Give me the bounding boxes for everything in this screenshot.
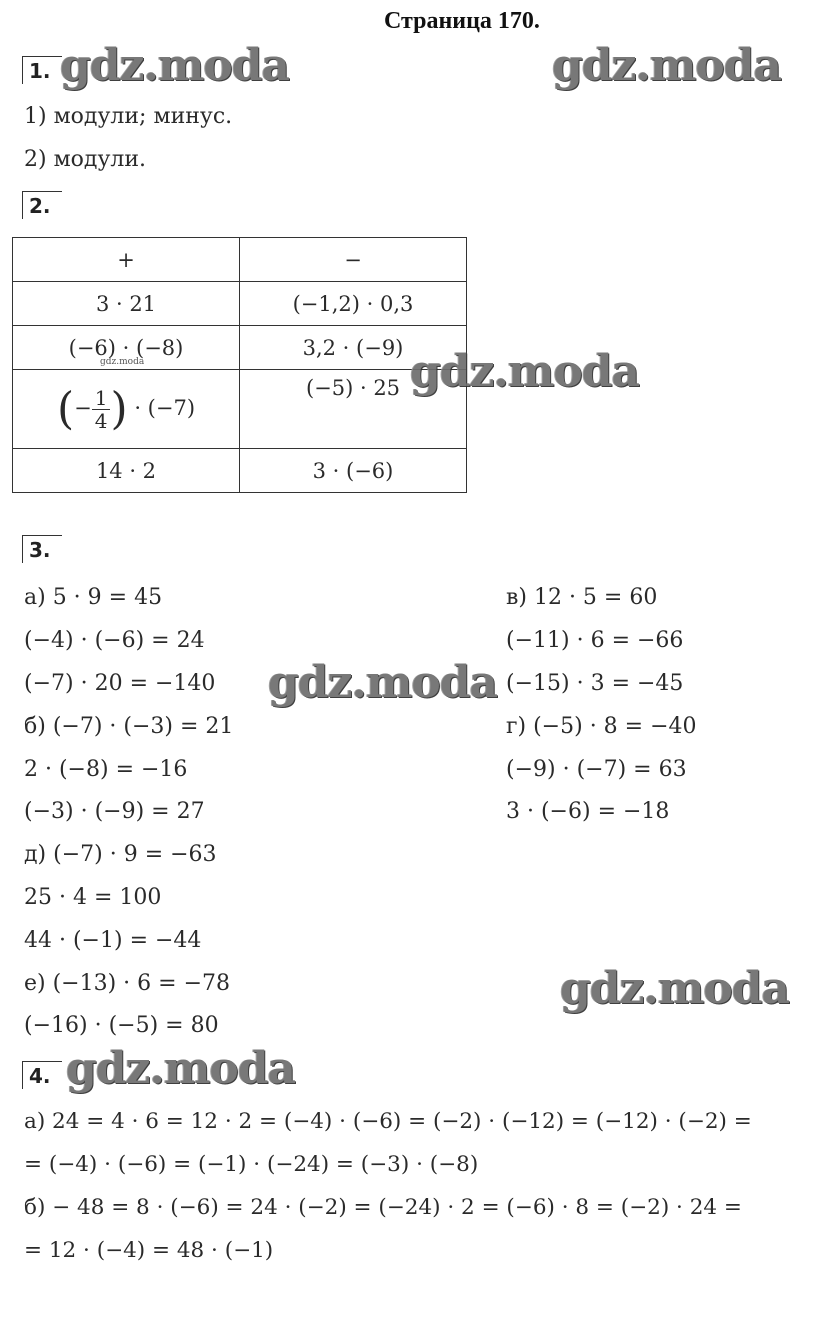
- watermark-logo: gdz.moda: [66, 1043, 296, 1094]
- equation-line: д) (−7) · 9 = −63: [24, 842, 217, 867]
- table-cell: (−1,2) · 0,3: [240, 282, 467, 326]
- table-row: [13, 370, 467, 449]
- table-cell: 3 · (−6): [240, 449, 467, 493]
- table-cell: 3,2 · (−9): [240, 326, 467, 370]
- page-title: Страница 170.: [384, 8, 540, 34]
- watermark-small: gdz.moda: [100, 357, 145, 367]
- section-1-line: 2) модули.: [24, 147, 147, 172]
- table-header-minus: −: [240, 238, 467, 282]
- watermark-logo: gdz.moda: [268, 657, 498, 708]
- equation-line: (−7) · 20 = −140: [24, 671, 216, 696]
- equation-line: е) (−13) · 6 = −78: [24, 971, 231, 996]
- section-2-marker: 2.: [22, 191, 62, 219]
- section-1-line: 1) модули; минус.: [24, 104, 233, 129]
- equation-line: а) 5 · 9 = 45: [24, 585, 163, 610]
- table-cell: 14 · 2: [13, 449, 240, 493]
- table-cell: (−5) · 25: [240, 370, 467, 449]
- minus-sign: −: [74, 395, 92, 420]
- watermark-logo: gdz.moda: [410, 346, 640, 397]
- table-cell: (−6) · (−8): [13, 326, 240, 370]
- sign-table: [12, 237, 467, 493]
- table-header-row: [13, 238, 467, 282]
- equation-line: 44 · (−1) = −44: [24, 928, 202, 953]
- equation-line: (−16) · (−5) = 80: [24, 1013, 219, 1038]
- equation-line: (−3) · (−9) = 27: [24, 799, 205, 824]
- table-cell-fraction: [13, 370, 240, 449]
- table-row: [13, 282, 467, 326]
- equation-line: (−15) · 3 = −45: [506, 671, 684, 696]
- table-cell: 3 · 21: [13, 282, 240, 326]
- equation-line: 2 · (−8) = −16: [24, 757, 188, 782]
- equation-line: = (−4) · (−6) = (−1) · (−24) = (−3) · (−8): [24, 1152, 479, 1177]
- table-row: [13, 449, 467, 493]
- equation-line: (−4) · (−6) = 24: [24, 628, 205, 653]
- watermark-logo: gdz.moda: [60, 40, 290, 91]
- open-paren: (: [56, 383, 75, 434]
- table-row: [13, 326, 467, 370]
- equation-line: в) 12 · 5 = 60: [506, 585, 658, 610]
- equation-line: (−11) · 6 = −66: [506, 628, 684, 653]
- equation-line: (−9) · (−7) = 63: [506, 757, 687, 782]
- watermark-logo: gdz.moda: [560, 963, 790, 1014]
- fraction-tail: · (−7): [127, 395, 196, 420]
- section-3-marker: 3.: [22, 535, 62, 563]
- equation-line: = 12 · (−4) = 48 · (−1): [24, 1238, 274, 1263]
- equation-line: 25 · 4 = 100: [24, 885, 162, 910]
- watermark-logo: gdz.moda: [552, 40, 782, 91]
- fraction-numerator: 1: [92, 387, 111, 410]
- section-4-marker: 4.: [22, 1061, 62, 1089]
- section-1-marker: 1.: [22, 56, 62, 84]
- table-header-plus: +: [13, 238, 240, 282]
- fraction: [92, 387, 111, 432]
- fraction-denominator: 4: [94, 408, 108, 433]
- equation-line: г) (−5) · 8 = −40: [506, 714, 697, 739]
- equation-line: б) − 48 = 8 · (−6) = 24 · (−2) = (−24) · 2 = (−6) · 8 = (−2) · 24 =: [24, 1195, 742, 1220]
- equation-line: б) (−7) · (−3) = 21: [24, 714, 234, 739]
- equation-line: 3 · (−6) = −18: [506, 799, 670, 824]
- close-paren: ): [110, 383, 128, 434]
- equation-line: а) 24 = 4 · 6 = 12 · 2 = (−4) · (−6) = (−2) · (−12) = (−12) · (−2) =: [24, 1109, 752, 1134]
